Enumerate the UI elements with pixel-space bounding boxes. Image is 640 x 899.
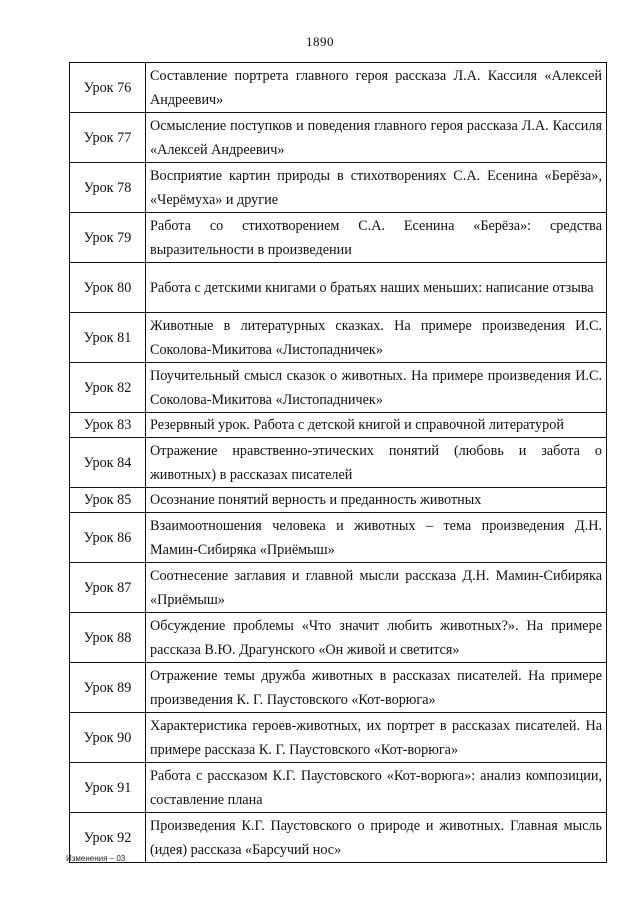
- lesson-number-cell: Урок 76: [70, 63, 146, 113]
- table-row: [70, 713, 607, 763]
- lesson-number-cell: Урок 83: [70, 413, 146, 438]
- lesson-topic-cell: Характеристика героев-животных, их портрет в рассказах писателей. На примере рассказа К. Г. Паустовского «Кот-ворюга»: [146, 713, 607, 763]
- lesson-number-cell: Урок 84: [70, 438, 146, 488]
- lesson-topic-cell: Работа со стихотворением С.А. Есенина «Берёза»: средства выразительности в произведении: [146, 213, 607, 263]
- lesson-topic-cell: Составление портрета главного героя рассказа Л.А. Кассиля «Алексей Андреевич»: [146, 63, 607, 113]
- table-row: [70, 113, 607, 163]
- table-row: [70, 613, 607, 663]
- lesson-topic-cell: Обсуждение проблемы «Что значит любить животных?». На примере рассказа В.Ю. Драгунского «Он живой и светится»: [146, 613, 607, 663]
- lesson-topic-cell: Отражение нравственно-этических понятий (любовь и забота о животных) в рассказах писателей: [146, 438, 607, 488]
- lesson-number-cell: Урок 86: [70, 513, 146, 563]
- lesson-topic-cell: Соотнесение заглавия и главной мысли рассказа Д.Н. Мамин-Сибиряка «Приёмыш»: [146, 563, 607, 613]
- table-row: [70, 438, 607, 488]
- lesson-topic-cell: Осмысление поступков и поведения главного героя рассказа Л.А. Кассиля «Алексей Андреевич»: [146, 113, 607, 163]
- table-row: [70, 413, 607, 438]
- lesson-number-cell: Урок 87: [70, 563, 146, 613]
- table-row: [70, 513, 607, 563]
- table-row: [70, 313, 607, 363]
- table-row: [70, 488, 607, 513]
- footer-revision-note: Изменения – 03: [66, 854, 126, 863]
- table-row: [70, 763, 607, 813]
- lesson-plan-table: [69, 62, 607, 863]
- lesson-number-cell: Урок 77: [70, 113, 146, 163]
- lesson-number-cell: Урок 78: [70, 163, 146, 213]
- lesson-topic-cell: Резервный урок. Работа с детской книгой и справочной литературой: [146, 413, 607, 438]
- lesson-topic-cell: Произведения К.Г. Паустовского о природе и животных. Главная мысль (идея) рассказа «Барсучий нос»: [146, 813, 607, 863]
- lesson-topic-cell: Работа с рассказом К.Г. Паустовского «Кот-ворюга»: анализ композиции, составление плана: [146, 763, 607, 813]
- lesson-number-cell: Урок 89: [70, 663, 146, 713]
- lesson-number-cell: Урок 91: [70, 763, 146, 813]
- table-row: [70, 63, 607, 113]
- lesson-number-cell: Урок 85: [70, 488, 146, 513]
- lesson-number-cell: Урок 90: [70, 713, 146, 763]
- lesson-number-cell: Урок 92: [70, 813, 146, 863]
- lesson-topic-cell: Поучительный смысл сказок о животных. На примере произведения И.С. Соколова-Микитова «Листопадничек»: [146, 363, 607, 413]
- table-row: [70, 163, 607, 213]
- table-row: [70, 663, 607, 713]
- page-number: 1890: [306, 34, 334, 49]
- lesson-topic-cell: Взаимоотношения человека и животных – тема произведения Д.Н. Мамин-Сибиряка «Приёмыш»: [146, 513, 607, 563]
- table-row: [70, 813, 607, 863]
- lesson-topic-cell: Работа с детскими книгами о братьях наших меньших: написание отзыва: [146, 263, 607, 313]
- lesson-number-cell: Урок 79: [70, 213, 146, 263]
- table-row: [70, 363, 607, 413]
- lesson-topic-cell: Животные в литературных сказках. На примере произведения И.С. Соколова-Микитова «Листопадничек»: [146, 313, 607, 363]
- lesson-topic-cell: Восприятие картин природы в стихотворениях С.А. Есенина «Берёза», «Черёмуха» и другие: [146, 163, 607, 213]
- lesson-topic-cell: Осознание понятий верность и преданность животных: [146, 488, 607, 513]
- table-row: [70, 213, 607, 263]
- lesson-number-cell: Урок 80: [70, 263, 146, 313]
- table-row: [70, 563, 607, 613]
- lesson-number-cell: Урок 82: [70, 363, 146, 413]
- lesson-number-cell: Урок 88: [70, 613, 146, 663]
- table-row: [70, 263, 607, 313]
- lesson-number-cell: Урок 81: [70, 313, 146, 363]
- lesson-topic-cell: Отражение темы дружба животных в рассказах писателей. На примере произведения К. Г. Паустовского «Кот-ворюга»: [146, 663, 607, 713]
